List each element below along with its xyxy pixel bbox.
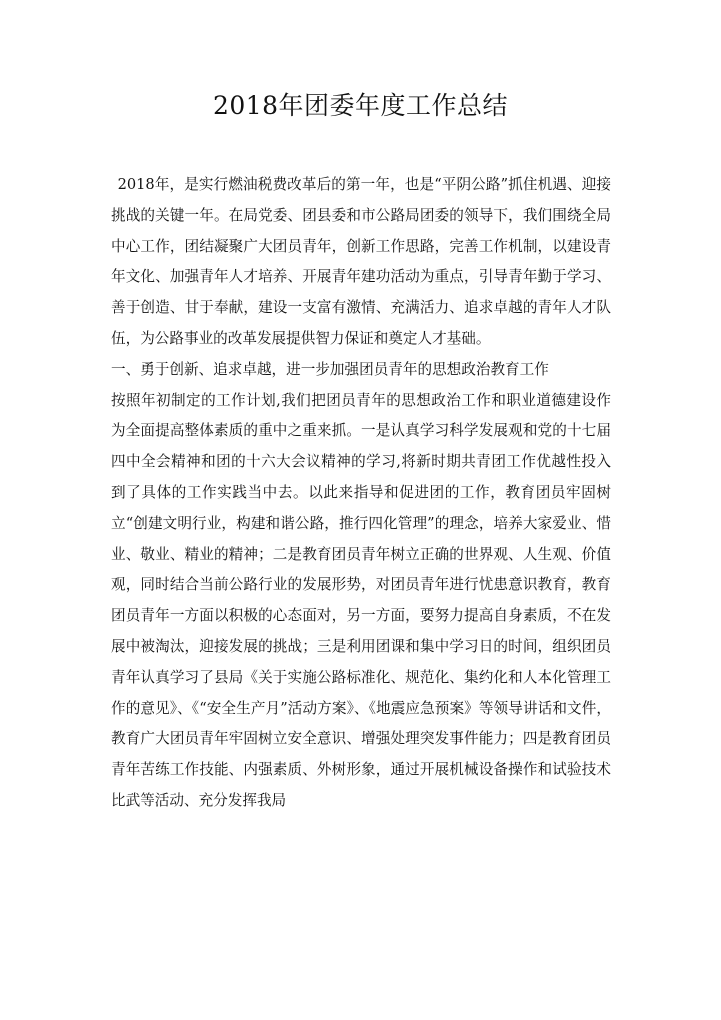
intro-paragraph: 2018年，是实行燃油税费改革后的第一年，也是“平阴公路”抓住机遇、迎接挑战的关键一年。在局党委、团县委和市公路局团委的领导下，我们围绕全局中心工作，团结凝聚广大团员青年，创新工作思路，完善工作机制，以建设青年文化、加强青年人才培养、开展青年建功活动为重点，引导青年勤于学习、善于创造、甘于奉献，建设一支富有激情、充满活力、追求卓越的青年人才队伍，为公路事业的改革发展提供智力保证和奠定人才基础。 [111, 176, 611, 347]
document-body [111, 170, 611, 817]
section-1-heading: 一、勇于创新、追求卓越，进一步加强团员青年的思想政治教育工作 [111, 360, 549, 378]
section-1-paragraph: 按照年初制定的工作计划,我们把团员青年的思想政治工作和职业道德建设作为全面提高整体素质的重中之重来抓。一是认真学习科学发展观和党的十七届四中全会精神和团的十六大会议精神的学习,将新时期共青团工作优越性投入到了具体的工作实践当中去。以此来指导和促进团的工作，教育团员牢固树立“创建文明行业，构建和谐公路，推行四化管理”的理念，培养大家爱业、惜业、敬业、精业的精神；二是教育团员青年树立正确的世界观、人生观、价值观，同时结合当前公路行业的发展形势，对团员青年进行忧患意识教育，教育团员青年一方面以积极的心态面对，另一方面，要努力提高自身素质，不在发展中被淘汰，迎接发展的挑战；三是利用团课和集中学习日的时间，组织团员青年认真学习了县局《关于实施公路标准化、规范化、集约化和人本化管理工作的意见》、《“安全生产月”活动方案》、《地震应急预案》等领导讲话和文件，教育广大团员青年牢固树立安全意识、增强处理突发事件能力；四是教育团员青年苦练工作技能、内强素质、外树形象，通过开展机械设备操作和试验技术比武等活动、充分发挥我局 [111, 391, 611, 809]
document-title: 2018年团委年度工作总结 [212, 91, 509, 120]
